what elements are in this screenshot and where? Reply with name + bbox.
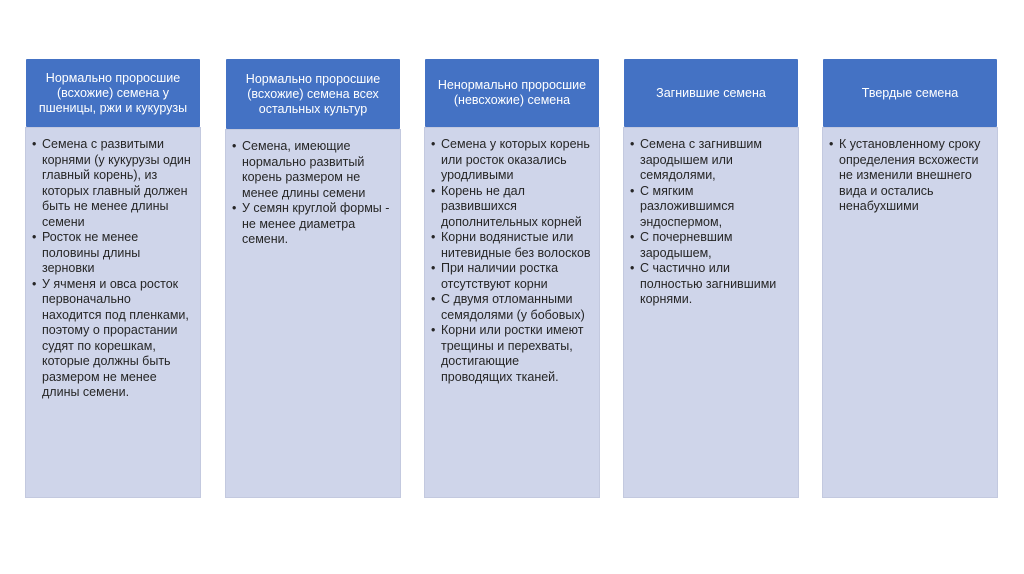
list-item: • Корень не дал развившихся дополнительных корней	[431, 184, 591, 231]
list-item: • Росток не менее половины длины зерновки	[32, 230, 192, 277]
list-item: • Семена у которых корень или росток оказались уродливыми	[431, 137, 591, 184]
list-item: • При наличии ростка отсутствуют корни	[431, 261, 591, 292]
list-item: • Семена с развитыми корнями (у кукурузы один главный корень), из которых главный должен быть не менее длины семени	[32, 137, 192, 230]
bullet-list	[829, 137, 989, 215]
column-body	[25, 127, 201, 498]
list-item: • С почерневшим зародышем,	[630, 230, 790, 261]
list-item: • У семян круглой формы - не менее диаметра семени.	[232, 201, 392, 248]
list-item: • Корни водянистые или нитевидные без волосков	[431, 230, 591, 261]
list-item: • Семена с загнившим зародышем или семядолями,	[630, 137, 790, 184]
list-item: • С двумя отломанными семядолями (у бобовых)	[431, 292, 591, 323]
list-item: • С частично или полностью загнившими корнями.	[630, 261, 790, 308]
column-header: Твердые семена	[823, 59, 997, 127]
column-header: Нормально проросшие (всхожие) семена у пшеницы, ржи и кукурузы	[26, 59, 200, 127]
column-body	[623, 127, 799, 498]
column-header: Нормально проросшие (всхожие) семена всех остальных культур	[226, 59, 400, 129]
bullet-list	[232, 139, 392, 248]
column-body	[822, 127, 998, 498]
column-body	[424, 127, 600, 498]
column-header: Ненормально проросшие (невсхожие) семена	[425, 59, 599, 127]
list-item: • С мягким разложившимся эндоспермом,	[630, 184, 790, 231]
list-item: • Семена, имеющие нормально развитый корень размером не менее длины семени	[232, 139, 392, 201]
column-body	[225, 129, 401, 498]
list-item: • Корни или ростки имеют трещины и перехваты, достигающие проводящих тканей.	[431, 323, 591, 385]
list-item: • К установленному сроку определения всхожести не изменили внешнего вида и остались ненабухшими	[829, 137, 989, 215]
bullet-list	[32, 137, 192, 401]
list-item: • У ячменя и овса росток первоначально находится под пленками, поэтому о прорастании судят по корешкам, которые должны быть размером не менее длины семени.	[32, 277, 192, 401]
bullet-list	[431, 137, 591, 385]
bullet-list	[630, 137, 790, 308]
column-header: Загнившие семена	[624, 59, 798, 127]
